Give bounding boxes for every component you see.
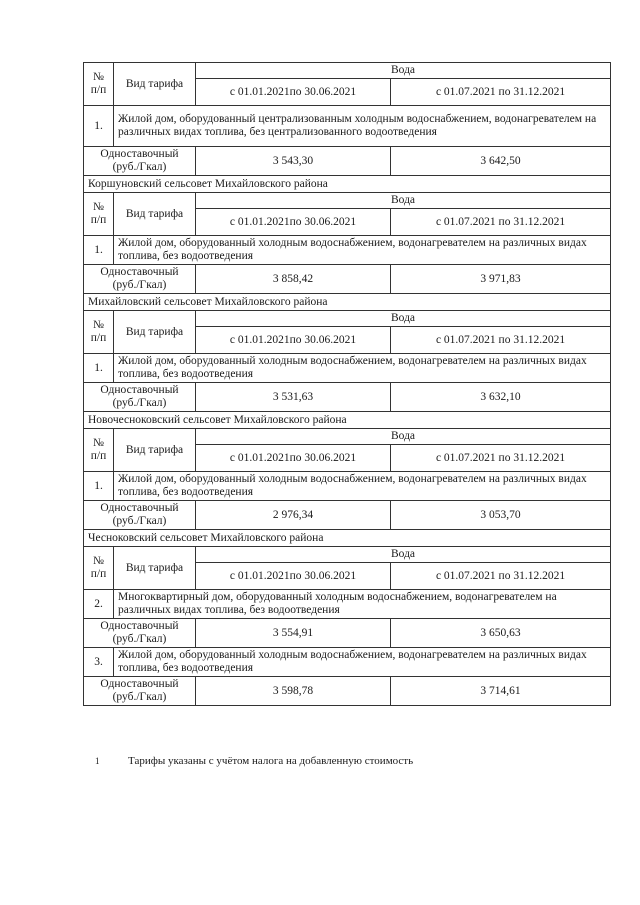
row-description: Жилой дом, оборудованный централизованным холодным водоснабжением, водонагревателем на различных видах топлива, без централизованного водоотведения (114, 106, 611, 147)
row-number: 1. (84, 472, 114, 501)
rate-value-period-1: 2 976,34 (196, 501, 391, 530)
header-row (84, 311, 611, 327)
footnote-mark: 1 (95, 756, 100, 766)
header-num: № п/п (84, 193, 114, 236)
description-row (84, 106, 611, 147)
rate-value-period-2: 3 642,50 (391, 147, 611, 176)
rate-value-period-1: 3 554,91 (196, 619, 391, 648)
rate-label: Одноставочный (руб./Гкал) (84, 619, 196, 648)
row-description: Жилой дом, оборудованный холодным водоснабжением, водонагревателем на различных видах топлива, без водоотведения (114, 354, 611, 383)
header-period-2: с 01.07.2021 по 31.12.2021 (391, 79, 611, 106)
description-row (84, 590, 611, 619)
header-tariff-type: Вид тарифа (114, 63, 196, 106)
header-period-1: с 01.01.2021по 30.06.2021 (196, 209, 391, 236)
rate-row (84, 619, 611, 648)
row-number: 1. (84, 354, 114, 383)
footnote (95, 754, 413, 768)
tariff-table (83, 62, 611, 706)
rate-value-period-2: 3 632,10 (391, 383, 611, 412)
row-description: Жилой дом, оборудованный холодным водоснабжением, водонагревателем на различных видах топлива, без водоотведения (114, 236, 611, 265)
header-row (84, 193, 611, 209)
row-number: 1. (84, 236, 114, 265)
rate-label: Одноставочный (руб./Гкал) (84, 265, 196, 294)
header-row (84, 63, 611, 79)
description-row (84, 648, 611, 677)
header-resource: Вода (196, 193, 611, 209)
header-period-1: с 01.01.2021по 30.06.2021 (196, 327, 391, 354)
region-row (84, 530, 611, 547)
rate-value-period-1: 3 598,78 (196, 677, 391, 706)
header-period-2: с 01.07.2021 по 31.12.2021 (391, 209, 611, 236)
header-tariff-type: Вид тарифа (114, 547, 196, 590)
region-row (84, 176, 611, 193)
region-row (84, 294, 611, 311)
row-description: Жилой дом, оборудованный холодным водоснабжением, водонагревателем на различных видах топлива, без водоотведения (114, 472, 611, 501)
header-period-1: с 01.01.2021по 30.06.2021 (196, 563, 391, 590)
header-num: № п/п (84, 429, 114, 472)
rate-row (84, 383, 611, 412)
header-period-1: с 01.01.2021по 30.06.2021 (196, 445, 391, 472)
region-name: Новочесноковский сельсовет Михайловского района (84, 412, 611, 429)
rate-value-period-2: 3 053,70 (391, 501, 611, 530)
rate-label: Одноставочный (руб./Гкал) (84, 383, 196, 412)
header-row (84, 547, 611, 563)
rate-value-period-2: 3 714,61 (391, 677, 611, 706)
header-tariff-type: Вид тарифа (114, 429, 196, 472)
description-row (84, 472, 611, 501)
rate-value-period-1: 3 531,63 (196, 383, 391, 412)
header-resource: Вода (196, 547, 611, 563)
description-row (84, 354, 611, 383)
region-name: Михайловский сельсовет Михайловского района (84, 294, 611, 311)
region-row (84, 412, 611, 429)
header-resource: Вода (196, 63, 611, 79)
row-number: 2. (84, 590, 114, 619)
header-resource: Вода (196, 311, 611, 327)
rate-row (84, 677, 611, 706)
rate-label: Одноставочный (руб./Гкал) (84, 677, 196, 706)
region-name: Коршуновский сельсовет Михайловского района (84, 176, 611, 193)
rate-value-period-1: 3 543,30 (196, 147, 391, 176)
header-num: № п/п (84, 311, 114, 354)
row-number: 3. (84, 648, 114, 677)
header-num: № п/п (84, 63, 114, 106)
rate-value-period-2: 3 971,83 (391, 265, 611, 294)
row-number: 1. (84, 106, 114, 147)
document-page (83, 62, 610, 706)
header-period-2: с 01.07.2021 по 31.12.2021 (391, 445, 611, 472)
rate-label: Одноставочный (руб./Гкал) (84, 501, 196, 530)
rate-value-period-2: 3 650,63 (391, 619, 611, 648)
footnote-text: Тарифы указаны с учётом налога на добавленную стоимость (128, 755, 414, 767)
header-row (84, 429, 611, 445)
rate-row (84, 501, 611, 530)
rate-row (84, 147, 611, 176)
header-period-1: с 01.01.2021по 30.06.2021 (196, 79, 391, 106)
region-name: Чесноковский сельсовет Михайловского района (84, 530, 611, 547)
header-resource: Вода (196, 429, 611, 445)
rate-row (84, 265, 611, 294)
header-tariff-type: Вид тарифа (114, 193, 196, 236)
header-period-2: с 01.07.2021 по 31.12.2021 (391, 563, 611, 590)
row-description: Жилой дом, оборудованный холодным водоснабжением, водонагревателем на различных видах топлива, без водоотведения (114, 648, 611, 677)
header-period-2: с 01.07.2021 по 31.12.2021 (391, 327, 611, 354)
row-description: Многоквартирный дом, оборудованный холодным водоснабжением, водонагревателем на различных видах топлива, без водоотведения (114, 590, 611, 619)
header-num: № п/п (84, 547, 114, 590)
rate-label: Одноставочный (руб./Гкал) (84, 147, 196, 176)
rate-value-period-1: 3 858,42 (196, 265, 391, 294)
description-row (84, 236, 611, 265)
header-tariff-type: Вид тарифа (114, 311, 196, 354)
